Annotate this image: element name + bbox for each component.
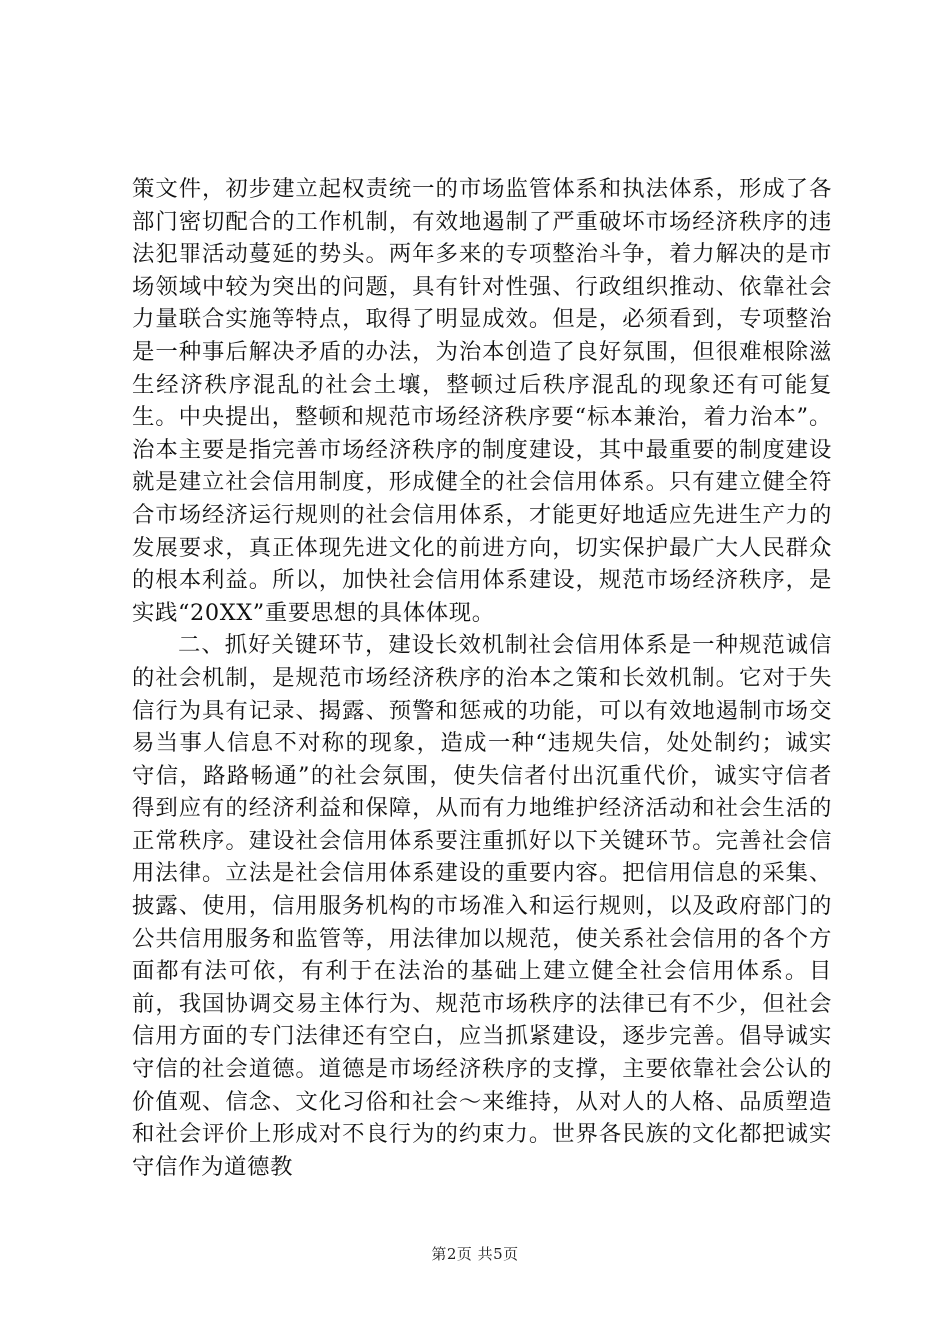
page-footer: 第2页 共5页: [431, 1245, 519, 1263]
paragraph-2: 二、抓好关键环节，建设长效机制社会信用体系是一种规范诚信的社会机制，是规范市场经济秩序的治本之策和长效机制。它对于失信行为具有记录、揭露、预警和惩戒的功能，可以有效地遏制市场交易当事人信息不对称的现象，造成一种“违规失信，处处制约；诚实守信，路路畅通”的社会氛围，使失信者付出沉重代价，诚实守信者得到应有的经济利益和保障，从而有力地维护经济活动和社会生活的正常秩序。建设社会信用体系要注重抓好以下关键环节。完善社会信用法律。立法是社会信用体系建设的重要内容。把信用信息的采集、披露、使用，信用服务机构的市场准入和运行规则，以及政府部门的公共信用服务和监管等，用法律加以规范，使关系社会信用的各个方面都有法可依，有利于在法治的基础上建立健全社会信用体系。目前，我国协调交易主体行为、规范市场秩序的法律已有不少，但社会信用方面的专门法律还有空白，应当抓紧建设，逐步完善。倡导诚实守信的社会道德。道德是市场经济秩序的支撑，主要依靠社会公认的价值观、信念、文化习俗和社会～来维持，从对人的人格、品质塑造和社会评价上形成对不良行为的约束力。世界各民族的文化都把诚实守信作为道德教: [132, 632, 832, 1180]
document-body: [132, 173, 832, 1183]
paragraph-1: 策文件，初步建立起权责统一的市场监管体系和执法体系，形成了各部门密切配合的工作机制，有效地遏制了严重破坏市场经济秩序的违法犯罪活动蔓延的势头。两年多来的专项整治斗争，着力解决的是市场领域中较为突出的问题，具有针对性强、行政组织推动、依靠社会力量联合实施等特点，取得了明显成效。但是，必须看到，专项整治是一种事后解决矛盾的办法，为治本创造了良好氛围，但很难根除滋生经济秩序混乱的社会土壤，整顿过后秩序混乱的现象还有可能复生。中央提出，整顿和规范市场经济秩序要“标本兼治，着力治本”。治本主要是指完善市场经济秩序的制度建设，其中最重要的制度建设就是建立社会信用制度，形成健全的社会信用体系。只有建立健全符合市场经济运行规则的社会信用体系，才能更好地适应先进生产力的发展要求，真正体现先进文化的前进方向，切实保护最广大人民群众的根本利益。所以，加快社会信用体系建设，规范市场经济秩序，是实践“20XX”重要思想的具体体现。: [132, 176, 832, 626]
